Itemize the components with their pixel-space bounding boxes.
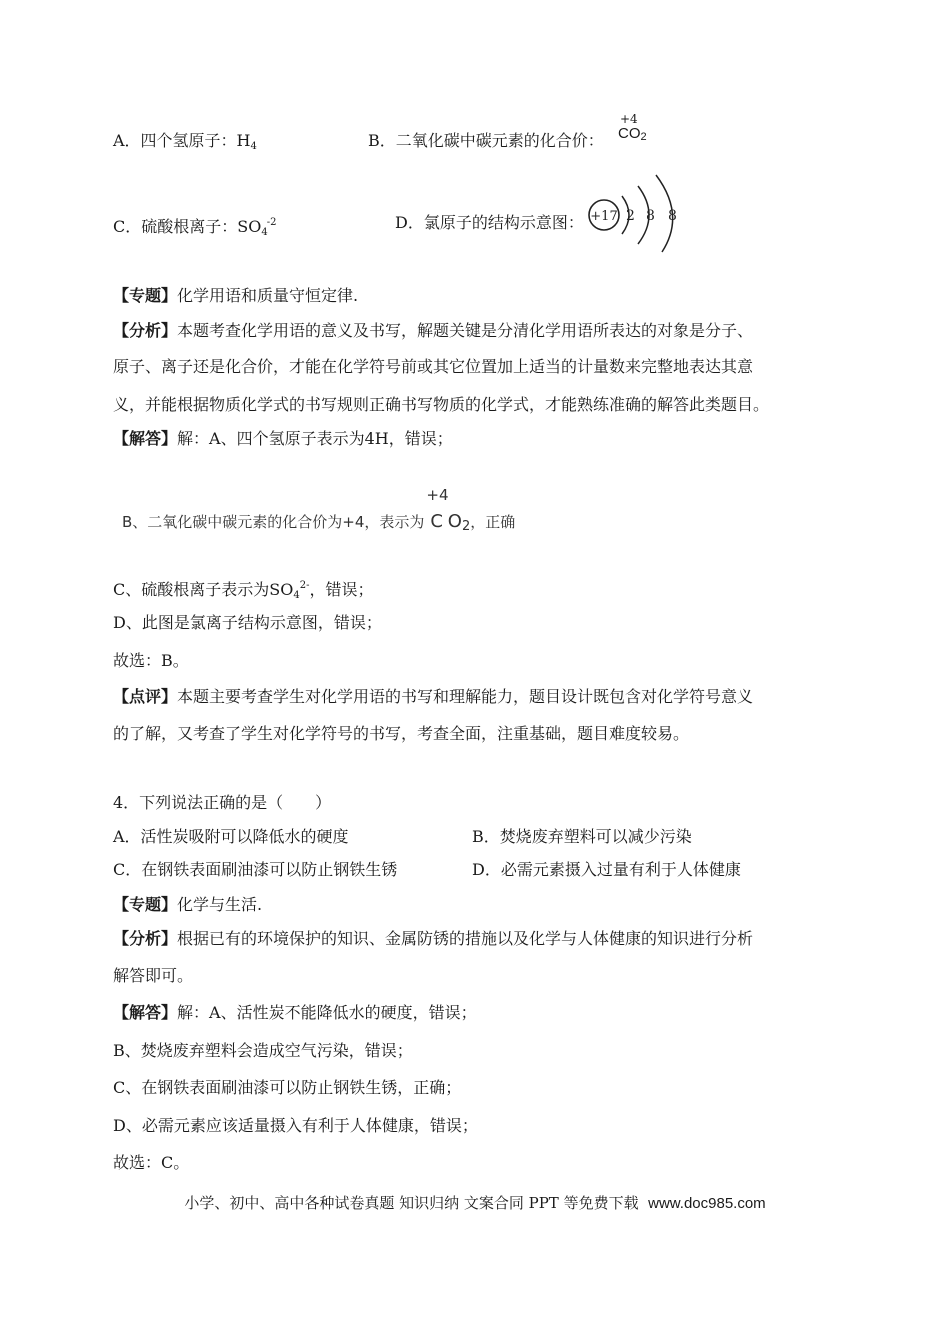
q3-choice: 故选：B。 (113, 651, 189, 670)
answer-b-formula (426, 486, 471, 534)
analysis-tag: 【分析】 (113, 321, 178, 340)
q4-stem: 4．下列说法正确的是（ ） (113, 793, 332, 812)
answer-c-sub: 4 (293, 590, 300, 601)
q3-answer-c (113, 576, 373, 606)
q3-analysis-line-3: 义，并能根据物质化学式的书写规则正确书写物质的化学式，才能熟练准确的解答此类题目。 (113, 395, 770, 414)
option-d-text: D．氯原子的结构示意图： (395, 213, 584, 232)
q3-answer-b-image (122, 486, 516, 534)
option-c-subscript: 4 (261, 227, 268, 238)
answer-b-sub: 2 (461, 519, 471, 534)
q4-answer-c: C、在钢铁表面刷油漆可以防止钢铁生锈，正确； (113, 1078, 462, 1097)
shell-electrons-1: 2 (626, 208, 635, 224)
option-a-subscript: 4 (250, 141, 257, 152)
q3-analysis-line-1 (113, 321, 753, 341)
option-b-valence: +4 (620, 112, 638, 126)
q4-choice: 故选：C。 (113, 1153, 190, 1172)
answer-b-text: B、二氧化碳中碳元素的化合价为+4，表示为 (122, 513, 425, 531)
option-b (368, 131, 604, 151)
q4-option-a: A．活性炭吸附可以降低水的硬度 (113, 827, 349, 846)
answer-c-text: C、硫酸根离子表示为SO (113, 580, 294, 599)
page-footer (0, 1192, 950, 1213)
option-b-formula-text: CO (618, 125, 641, 142)
answer-a-text: 解：A、四个氢原子表示为4H，错误； (177, 429, 453, 448)
chlorine-structure-diagram (586, 172, 681, 256)
answer-b-c: C (430, 511, 443, 532)
answer-c-sup: 2- (299, 580, 310, 591)
answer-b-o: O (447, 511, 462, 532)
option-c-superscript: -2 (266, 217, 277, 228)
answer-b-valence: +4 (426, 486, 449, 504)
answer-tag: 【解答】 (113, 429, 178, 448)
q4-answer-tag: 【解答】 (113, 1003, 178, 1022)
analysis-text: 本题考查化学用语的意义及书写，解题关键是分清化学用语所表达的对象是分子、 (177, 321, 754, 340)
q3-review-line-2: 的了解，又考查了学生对化学符号的书写，考查全面，注重基础，题目难度较易。 (113, 724, 690, 743)
topic-tag: 【专题】 (113, 286, 178, 305)
option-a-text: A．四个氢原子：H (113, 131, 251, 150)
q4-answer-d: D、必需元素应该适量摄入有利于人体健康，错误； (113, 1116, 478, 1135)
q4-analysis-line-2: 解答即可。 (113, 966, 194, 985)
review-text: 本题主要考查学生对化学用语的书写和理解能力，题目设计既包含对化学符号意义 (177, 687, 754, 706)
review-tag: 【点评】 (113, 687, 178, 706)
q4-answer-a (113, 1003, 477, 1023)
q4-topic (113, 895, 262, 915)
q4-option-d: D．必需元素摄入过量有利于人体健康 (472, 860, 741, 879)
q4-topic-text: 化学与生活. (177, 895, 263, 914)
q4-topic-tag: 【专题】 (113, 895, 178, 914)
answer-c-post: ，错误； (309, 580, 374, 599)
footer-text: 小学、初中、高中各种试卷真题 知识归纳 文案合同 PPT 等免费下载 (184, 1194, 639, 1212)
q4-option-b: B．焚烧废弃塑料可以减少污染 (472, 827, 692, 846)
q3-review-line-1 (113, 687, 753, 707)
shell-electrons-3: 8 (668, 208, 677, 224)
q3-answer-a (113, 429, 453, 449)
q4-option-c: C．在钢铁表面刷油漆可以防止钢铁生锈 (113, 860, 398, 879)
q4-analysis-text: 根据已有的环境保护的知识、金属防锈的措施以及化学与人体健康的知识进行分析 (177, 929, 754, 948)
footer-link[interactable]: www.doc985.com (648, 1195, 766, 1212)
option-c-text: C．硫酸根离子：SO (113, 217, 262, 236)
shell-electrons-2: 8 (646, 208, 655, 224)
answer-b-end: ，正确 (470, 513, 516, 531)
option-b-formula-sub: 2 (640, 131, 647, 143)
option-b-text: B．二氧化碳中碳元素的化合价： (368, 131, 604, 150)
q3-analysis-line-2: 原子、离子还是化合价，才能在化学符号前或其它位置加上适当的计量数来完整地表达其意 (113, 357, 754, 376)
topic-text: 化学用语和质量守恒定律. (177, 286, 359, 305)
q4-answer-a-text: 解：A、活性炭不能降低水的硬度，错误； (177, 1003, 477, 1022)
nucleus-charge: +17 (590, 209, 618, 224)
q4-analysis-tag: 【分析】 (113, 929, 178, 948)
option-a (113, 131, 257, 157)
q4-analysis-line-1 (113, 929, 753, 949)
option-c (113, 213, 276, 243)
q4-answer-b: B、焚烧废弃塑料会造成空气污染，错误； (113, 1041, 413, 1060)
q3-topic (113, 286, 358, 306)
q3-answer-d: D、此图是氯离子结构示意图，错误； (113, 613, 382, 632)
option-d (395, 213, 584, 233)
